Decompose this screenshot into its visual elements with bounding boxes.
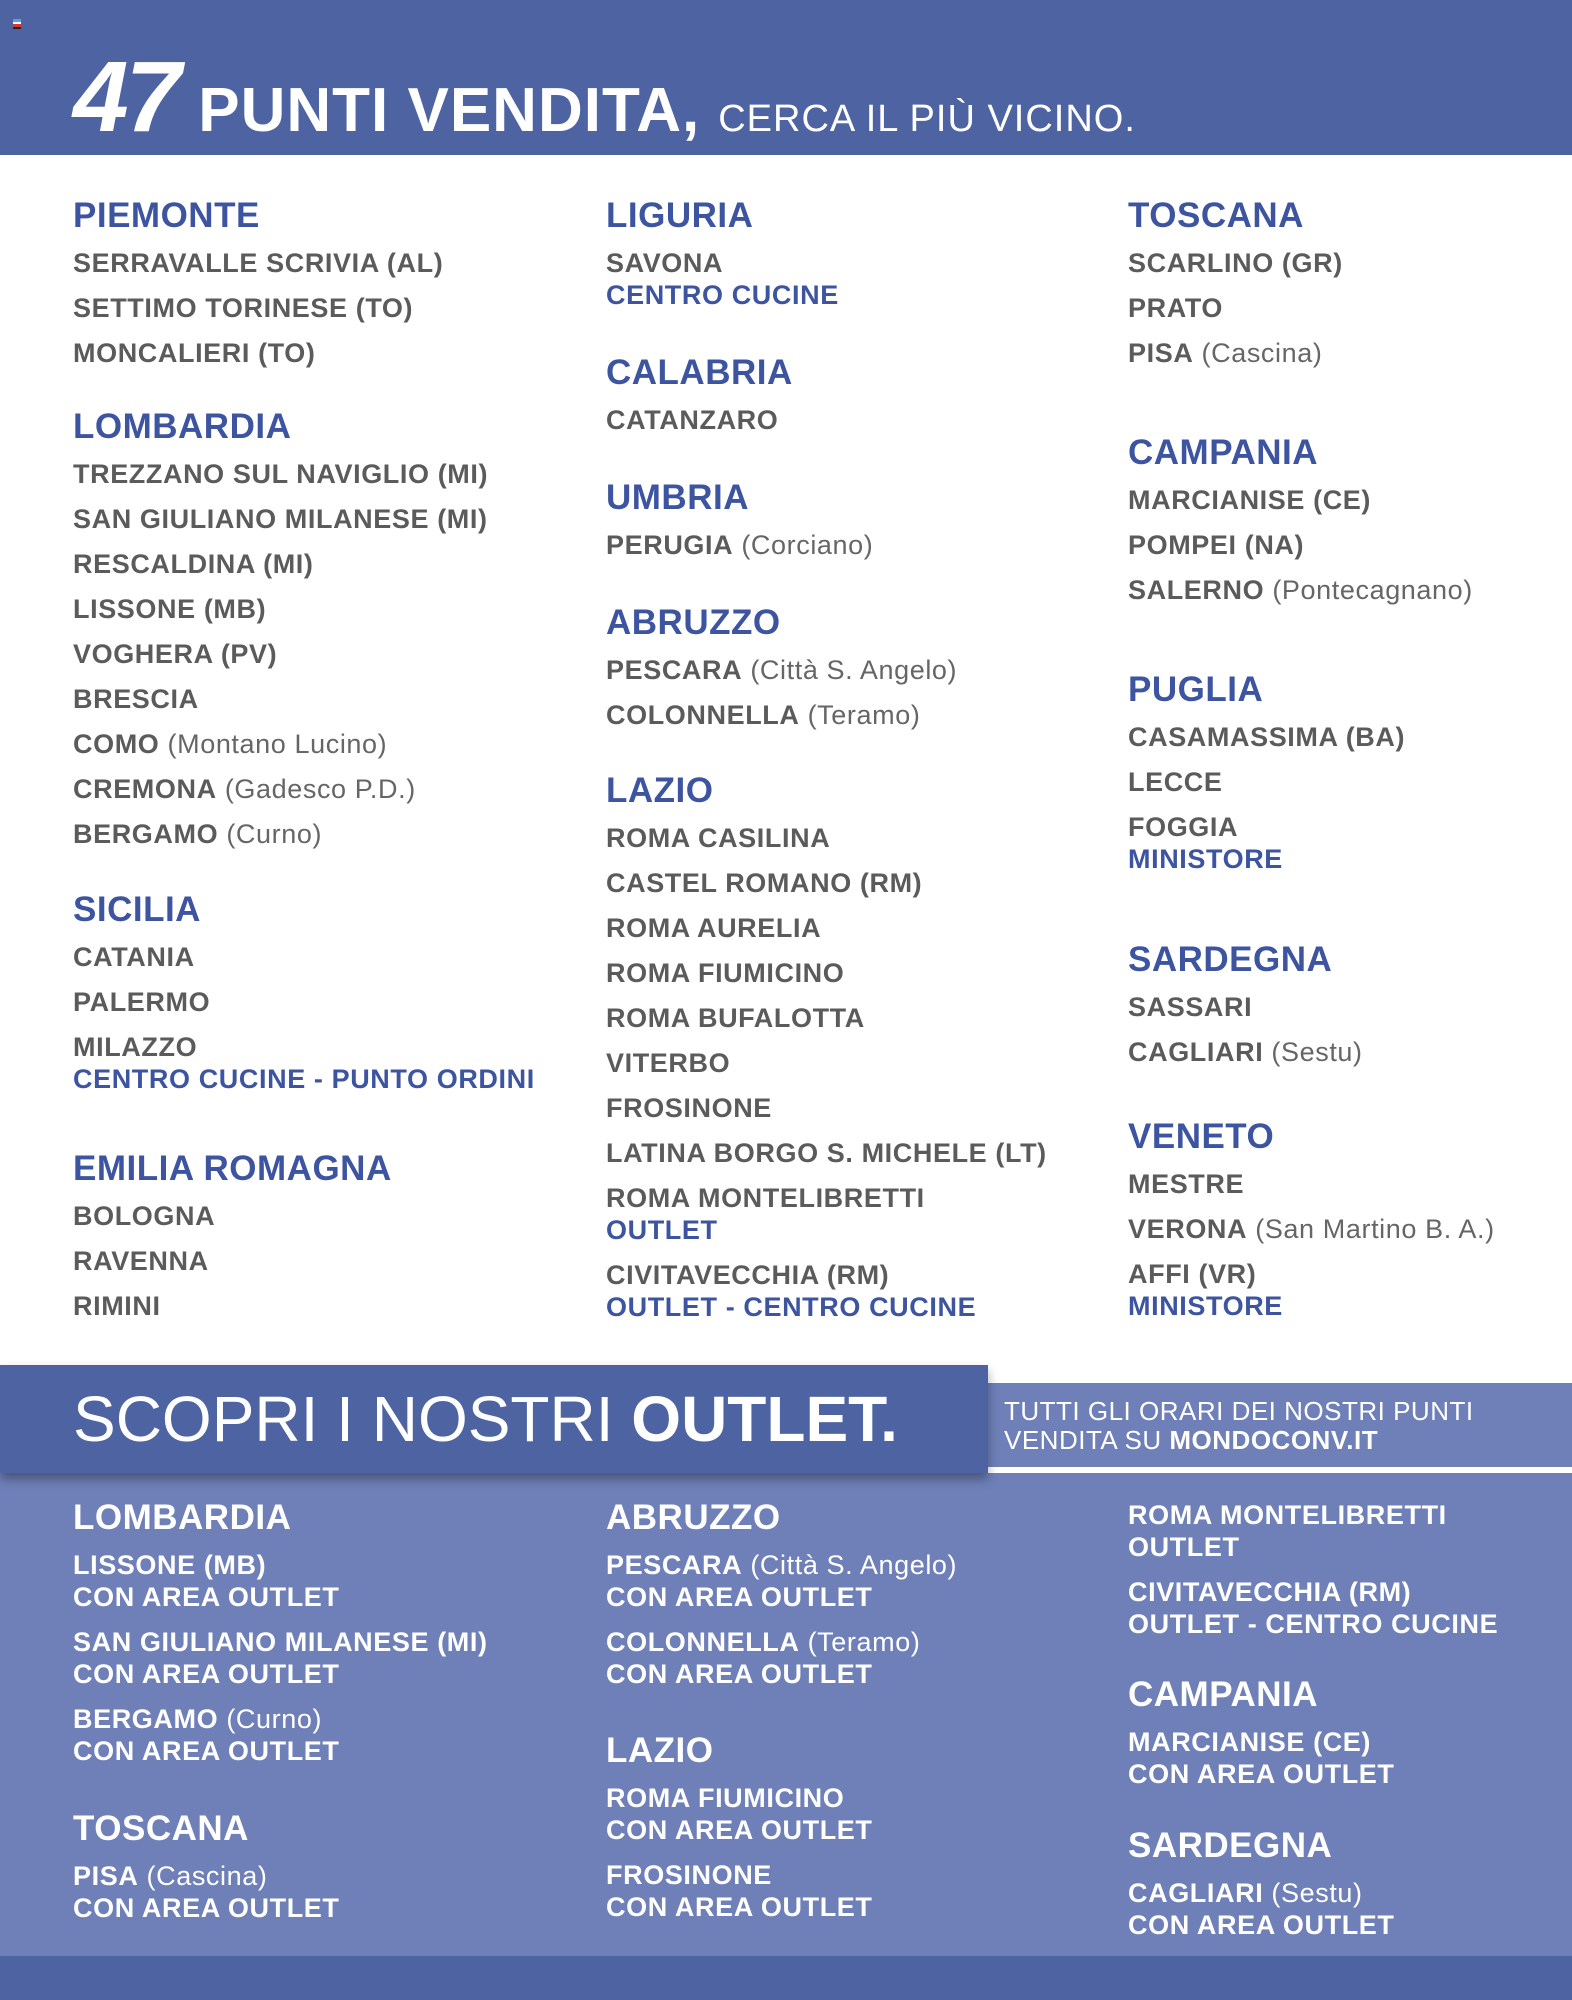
store-name: FOGGIA bbox=[1128, 812, 1239, 842]
store-name: LECCE bbox=[1128, 767, 1223, 797]
region-heading: SARDEGNA bbox=[1128, 1826, 1333, 1865]
store-tag: MINISTORE bbox=[1128, 1291, 1283, 1321]
outlet-region-group bbox=[606, 1731, 1126, 1936]
store-name: TREZZANO SUL NAVIGLIO (MI) bbox=[73, 459, 489, 489]
store-item bbox=[73, 548, 593, 580]
store-tag: CON AREA OUTLET bbox=[606, 1892, 873, 1922]
store-name: PERUGIA bbox=[606, 530, 734, 560]
store-name: MESTRE bbox=[1128, 1169, 1245, 1199]
region-heading: CAMPANIA bbox=[1128, 433, 1319, 472]
store-tag: CON AREA OUTLET bbox=[606, 1659, 873, 1689]
store-tag: OUTLET bbox=[606, 1215, 718, 1245]
store-item bbox=[606, 404, 1126, 436]
region-heading: LOMBARDIA bbox=[73, 1498, 292, 1537]
region-group bbox=[73, 196, 593, 382]
region-group bbox=[1128, 433, 1572, 619]
store-item bbox=[1128, 1258, 1572, 1322]
region-group bbox=[1128, 670, 1572, 888]
hours-info-line1: TUTTI GLI ORARI DEI NOSTRI PUNTI bbox=[1004, 1396, 1474, 1426]
store-item bbox=[73, 986, 593, 1018]
store-item bbox=[1128, 247, 1572, 279]
store-item bbox=[606, 1182, 1126, 1246]
store-item bbox=[606, 867, 1126, 899]
outlet-banner-bold: OUTLET. bbox=[631, 1383, 898, 1455]
store-item bbox=[606, 1259, 1126, 1323]
store-name: CIVITAVECCHIA (RM) bbox=[1128, 1577, 1412, 1607]
store-tag: OUTLET - CENTRO CUCINE bbox=[606, 1292, 977, 1322]
store-tag: CON AREA OUTLET bbox=[73, 1893, 340, 1923]
hours-info bbox=[988, 1383, 1572, 1467]
store-name: SASSARI bbox=[1128, 992, 1253, 1022]
store-item bbox=[1128, 1168, 1572, 1200]
region-heading: PUGLIA bbox=[1128, 670, 1264, 709]
region-group bbox=[606, 196, 1126, 324]
store-item bbox=[1128, 1726, 1572, 1790]
store-name: FROSINONE bbox=[606, 1093, 772, 1123]
region-heading: ABRUZZO bbox=[606, 603, 781, 642]
title-subtitle: CERCA IL PIÙ VICINO. bbox=[718, 98, 1136, 140]
region-group bbox=[1128, 196, 1572, 382]
store-item bbox=[73, 728, 593, 760]
region-heading: CAMPANIA bbox=[1128, 1675, 1319, 1714]
store-item bbox=[606, 1626, 1126, 1690]
store-item bbox=[73, 292, 593, 324]
store-name: VITERBO bbox=[606, 1048, 731, 1078]
outlet-region-group bbox=[1128, 1499, 1572, 1653]
store-item bbox=[606, 1549, 1126, 1613]
store-item bbox=[1128, 721, 1572, 753]
store-name: ROMA CASILINA bbox=[606, 823, 831, 853]
store-item bbox=[1128, 811, 1572, 875]
store-name: SERRAVALLE SCRIVIA (AL) bbox=[73, 248, 444, 278]
store-tag: OUTLET - CENTRO CUCINE bbox=[1128, 1609, 1499, 1639]
store-location-note: (Curno) bbox=[226, 819, 323, 849]
store-location-note: (Cascina) bbox=[1201, 338, 1323, 368]
store-item bbox=[606, 1092, 1126, 1124]
store-name: BERGAMO bbox=[73, 819, 219, 849]
store-name: COLONNELLA bbox=[606, 1627, 800, 1657]
hours-info-line2: VENDITA SU bbox=[1004, 1425, 1170, 1455]
region-group bbox=[73, 1149, 593, 1335]
store-item bbox=[73, 941, 593, 973]
store-item bbox=[606, 957, 1126, 989]
store-location-note: (Città S. Angelo) bbox=[750, 655, 958, 685]
store-item bbox=[73, 1626, 593, 1690]
flag-icon bbox=[13, 19, 21, 29]
store-name: COLONNELLA bbox=[606, 700, 800, 730]
region-heading: CALABRIA bbox=[606, 353, 793, 392]
store-tag: OUTLET bbox=[1128, 1532, 1240, 1562]
store-item bbox=[1128, 337, 1572, 369]
store-item bbox=[73, 1860, 593, 1924]
store-name: SAN GIULIANO MILANESE (MI) bbox=[73, 504, 488, 534]
store-name: SALERNO bbox=[1128, 575, 1265, 605]
store-name: CREMONA bbox=[73, 774, 217, 804]
store-name: PESCARA bbox=[606, 1550, 743, 1580]
region-group bbox=[73, 407, 593, 863]
store-name: LISSONE (MB) bbox=[73, 594, 267, 624]
store-name: ROMA FIUMICINO bbox=[606, 1783, 845, 1813]
store-location-note: (Città S. Angelo) bbox=[750, 1550, 958, 1580]
store-location-note: (Gadesco P.D.) bbox=[224, 774, 416, 804]
store-item bbox=[606, 1137, 1126, 1169]
store-location-note: (Teramo) bbox=[807, 1627, 921, 1657]
store-item bbox=[1128, 574, 1572, 606]
store-item bbox=[73, 818, 593, 850]
outlet-banner bbox=[0, 1365, 988, 1473]
region-group bbox=[73, 890, 593, 1108]
store-name: SCARLINO (GR) bbox=[1128, 248, 1343, 278]
store-item bbox=[1128, 484, 1572, 516]
store-item bbox=[606, 912, 1126, 944]
store-name: LISSONE (MB) bbox=[73, 1550, 267, 1580]
outlet-region-group bbox=[606, 1498, 1126, 1703]
store-name: SAN GIULIANO MILANESE (MI) bbox=[73, 1627, 488, 1657]
store-name: CATANIA bbox=[73, 942, 195, 972]
store-item bbox=[73, 337, 593, 369]
store-tag: CENTRO CUCINE - PUNTO ORDINI bbox=[73, 1064, 535, 1094]
store-name: FROSINONE bbox=[606, 1860, 772, 1890]
store-count: 47 bbox=[73, 41, 179, 153]
region-group bbox=[1128, 940, 1572, 1081]
store-name: ROMA MONTELIBRETTI bbox=[1128, 1500, 1447, 1530]
store-item bbox=[73, 593, 593, 625]
store-name: BRESCIA bbox=[73, 684, 199, 714]
store-item bbox=[1128, 1576, 1572, 1640]
store-item bbox=[606, 1782, 1126, 1846]
region-heading: ABRUZZO bbox=[606, 1498, 781, 1537]
store-name: RAVENNA bbox=[73, 1246, 209, 1276]
store-item bbox=[1128, 991, 1572, 1023]
store-name: CASTEL ROMANO (RM) bbox=[606, 868, 923, 898]
outlet-region-group bbox=[1128, 1826, 1572, 1954]
region-heading: TOSCANA bbox=[1128, 196, 1304, 235]
store-item bbox=[606, 654, 1126, 686]
region-heading: VENETO bbox=[1128, 1117, 1275, 1156]
store-item bbox=[73, 458, 593, 490]
store-name: BERGAMO bbox=[73, 1704, 219, 1734]
region-heading: LAZIO bbox=[606, 1731, 714, 1770]
store-item bbox=[1128, 292, 1572, 324]
store-location-note: (Sestu) bbox=[1271, 1878, 1363, 1908]
store-tag: CON AREA OUTLET bbox=[606, 1582, 873, 1612]
store-tag: CON AREA OUTLET bbox=[1128, 1759, 1395, 1789]
store-tag: MINISTORE bbox=[1128, 844, 1283, 874]
store-item bbox=[606, 1002, 1126, 1034]
store-item bbox=[73, 683, 593, 715]
store-item bbox=[73, 247, 593, 279]
store-name: MARCIANISE (CE) bbox=[1128, 1727, 1371, 1757]
store-item bbox=[73, 1290, 593, 1322]
region-heading: UMBRIA bbox=[606, 478, 749, 517]
store-tag: CON AREA OUTLET bbox=[606, 1815, 873, 1845]
store-item bbox=[1128, 1499, 1572, 1563]
store-location-note: (San Martino B. A.) bbox=[1255, 1214, 1495, 1244]
outlet-region-group bbox=[73, 1498, 593, 1780]
store-name: BOLOGNA bbox=[73, 1201, 216, 1231]
store-name: COMO bbox=[73, 729, 160, 759]
outlet-region-group bbox=[1128, 1675, 1572, 1803]
store-item bbox=[606, 529, 1126, 561]
store-name: AFFI (VR) bbox=[1128, 1259, 1257, 1289]
store-location-note: (Sestu) bbox=[1271, 1037, 1363, 1067]
bottom-band bbox=[0, 1956, 1572, 2000]
store-tag: CON AREA OUTLET bbox=[73, 1736, 340, 1766]
store-location-note: (Pontecagnano) bbox=[1272, 575, 1473, 605]
store-name: ROMA FIUMICINO bbox=[606, 958, 845, 988]
store-name: PESCARA bbox=[606, 655, 743, 685]
store-item bbox=[606, 699, 1126, 731]
store-item bbox=[606, 1047, 1126, 1079]
region-group bbox=[606, 353, 1126, 449]
store-item bbox=[73, 1549, 593, 1613]
region-heading: LIGURIA bbox=[606, 196, 754, 235]
store-item bbox=[606, 1859, 1126, 1923]
outlet-banner-light: SCOPRI I NOSTRI bbox=[73, 1383, 632, 1455]
page-title bbox=[73, 40, 1136, 155]
store-name: PISA bbox=[73, 1861, 139, 1891]
store-item bbox=[73, 1031, 593, 1095]
store-name: MILAZZO bbox=[73, 1032, 198, 1062]
store-item bbox=[73, 1703, 593, 1767]
region-group bbox=[606, 771, 1126, 1336]
store-item bbox=[1128, 1877, 1572, 1941]
region-heading: SICILIA bbox=[73, 890, 201, 929]
region-group bbox=[606, 603, 1126, 744]
store-name: VOGHERA (PV) bbox=[73, 639, 278, 669]
region-heading: PIEMONTE bbox=[73, 196, 260, 235]
store-name: POMPEI (NA) bbox=[1128, 530, 1305, 560]
store-location-note: (Curno) bbox=[226, 1704, 323, 1734]
store-tag: CON AREA OUTLET bbox=[1128, 1910, 1395, 1940]
website-link[interactable]: MONDOCONV.IT bbox=[1169, 1425, 1379, 1455]
store-name: MONCALIERI (TO) bbox=[73, 338, 316, 368]
store-name: RESCALDINA (MI) bbox=[73, 549, 314, 579]
region-heading: LAZIO bbox=[606, 771, 714, 810]
store-name: SETTIMO TORINESE (TO) bbox=[73, 293, 414, 323]
store-item bbox=[73, 1245, 593, 1277]
store-location-note: (Montano Lucino) bbox=[167, 729, 388, 759]
store-name: VERONA bbox=[1128, 1214, 1248, 1244]
store-name: PALERMO bbox=[73, 987, 211, 1017]
store-item bbox=[606, 247, 1126, 311]
store-name: RIMINI bbox=[73, 1291, 161, 1321]
store-item bbox=[73, 773, 593, 805]
store-name: ROMA MONTELIBRETTI bbox=[606, 1183, 925, 1213]
region-heading: SARDEGNA bbox=[1128, 940, 1333, 979]
store-tag: CENTRO CUCINE bbox=[606, 280, 839, 310]
header-banner bbox=[0, 0, 1572, 155]
store-item bbox=[1128, 529, 1572, 561]
region-heading: LOMBARDIA bbox=[73, 407, 292, 446]
store-name: CAGLIARI bbox=[1128, 1878, 1264, 1908]
store-name: ROMA BUFALOTTA bbox=[606, 1003, 865, 1033]
store-name: CIVITAVECCHIA (RM) bbox=[606, 1260, 890, 1290]
region-heading: TOSCANA bbox=[73, 1809, 249, 1848]
store-item bbox=[1128, 766, 1572, 798]
region-group bbox=[606, 478, 1126, 574]
store-name: PISA bbox=[1128, 338, 1194, 368]
store-name: LATINA BORGO S. MICHELE (LT) bbox=[606, 1138, 1047, 1168]
store-item bbox=[606, 822, 1126, 854]
store-location-note: (Cascina) bbox=[146, 1861, 268, 1891]
region-heading: EMILIA ROMAGNA bbox=[73, 1149, 392, 1188]
store-name: SAVONA bbox=[606, 248, 724, 278]
store-name: CATANZARO bbox=[606, 405, 779, 435]
store-tag: CON AREA OUTLET bbox=[73, 1582, 340, 1612]
store-item bbox=[73, 638, 593, 670]
region-group bbox=[1128, 1117, 1572, 1335]
store-item bbox=[73, 1200, 593, 1232]
store-name: CASAMASSIMA (BA) bbox=[1128, 722, 1406, 752]
divider bbox=[988, 1467, 1572, 1473]
store-item bbox=[1128, 1036, 1572, 1068]
store-name: PRATO bbox=[1128, 293, 1224, 323]
store-name: CAGLIARI bbox=[1128, 1037, 1264, 1067]
store-name: MARCIANISE (CE) bbox=[1128, 485, 1371, 515]
store-tag: CON AREA OUTLET bbox=[73, 1659, 340, 1689]
title-main: PUNTI VENDITA, bbox=[198, 76, 701, 145]
store-item bbox=[73, 503, 593, 535]
store-location-note: (Corciano) bbox=[741, 530, 874, 560]
outlet-region-group bbox=[73, 1809, 593, 1937]
store-name: ROMA AURELIA bbox=[606, 913, 822, 943]
store-item bbox=[1128, 1213, 1572, 1245]
store-location-note: (Teramo) bbox=[807, 700, 921, 730]
